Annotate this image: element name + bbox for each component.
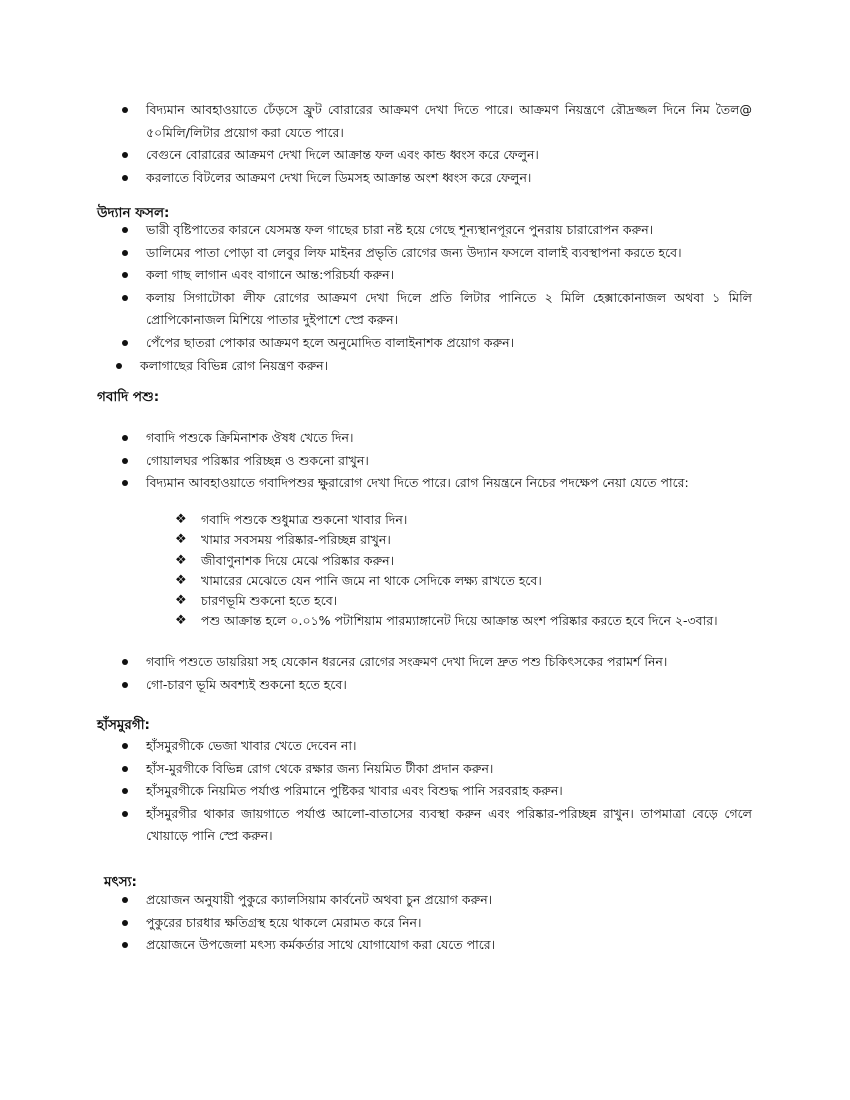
section-title-livestock: গবাদি পশু: [97, 389, 160, 405]
list-item: পুকুরের চারধার ক্ষতিগ্রস্থ হয়ে থাকলে মেরামত করে নিন। [122, 912, 752, 935]
bullet-dot-icon [122, 272, 128, 278]
list-item: ভারী বৃষ্টিপাতের কারনে যেসমস্ত ফল গাছের চারা নষ্ট হয়ে গেছে শূন্যস্থানপূরনে পুনরায় চারারোপন করুন। [122, 219, 752, 242]
list-item: পেঁপের ছাতরা পোকার আক্রমণ হলে অনুমোদিত বালাইনাশক প্রয়োগ করুন। [122, 332, 752, 355]
bullet-dot-icon [122, 458, 128, 464]
list-item: ❖ খামারের মেঝেতে যেন পানি জমে না থাকে সেদিকে লক্ষ্য রাখতে হবে। [175, 571, 755, 591]
diamond-bullet-icon: ❖ [175, 572, 187, 588]
diamond-bullet-icon: ❖ [175, 593, 187, 609]
bullet-dot-icon [122, 250, 128, 256]
bullet-dot-icon [122, 295, 128, 301]
list-item: ডালিমের পাতা পোড়া বা লেবুর লিফ মাইনর প্রভৃতি রোগের জন্য উদ্যান ফসলে বালাই ব্যবস্থাপনা করতে হবে। [122, 242, 752, 265]
list-item: ❖ পশু আক্রান্ত হলে ০.০১% পটাশিয়াম পারম্যাঙ্গানেট দিয়ে আক্রান্ত অংশ পরিষ্কার করতে হবে দিনে ২-৩বার। [175, 611, 755, 631]
horticulture-bullet-list [122, 219, 752, 377]
list-item: ❖ গবাদি পশুকে শুধুমাত্র শুকনো খাবার দিন। [175, 510, 755, 530]
section-title-fisheries: মৎস্য: [104, 874, 137, 890]
bullet-dot-icon [122, 175, 128, 181]
list-item: গবাদি পশুকে ক্রিমিনাশক ঔষধ খেতে দিন। [122, 427, 762, 450]
list-item: বেগুনে বোরারের আক্রমণ দেখা দিলে আক্রান্ত ফল এবং কান্ড ধ্বংস করে ফেলুন। [122, 144, 752, 167]
livestock-bullet-list-after [122, 651, 762, 696]
poultry-bullet-list [122, 735, 752, 848]
diamond-bullet-icon: ❖ [175, 532, 187, 548]
bullet-dot-icon [122, 788, 128, 794]
section-title-poultry: হাঁসমুরগী: [97, 717, 150, 733]
list-item: বিদ্যমান আবহাওয়াতে গবাদিপশুর ক্ষুরারোগ দেখা দিতে পারে। রোগ নিয়ন্ত্রনে নিচের পদক্ষেপ নেয়া যেতে পারে: [122, 472, 762, 495]
bullet-dot-icon [122, 480, 128, 486]
bullet-dot-icon [122, 227, 128, 233]
list-item: হাঁস-মুরগীকে বিভিন্ন রোগ থেকে রক্ষার জন্য নিয়মিত টীকা প্রদান করুন। [122, 758, 752, 781]
list-item: কলায় সিগাটোকা লীফ রোগের আক্রমণ দেখা দিলে প্রতি লিটার পানিতে ২ মিলি হেক্সাকোনাজল অথবা ১ মিলি প্রোপিকোনাজল মিশিয়ে পাতার দুইপাশে স্প্রে করুন। [122, 287, 752, 332]
bullet-dot-icon [122, 766, 128, 772]
list-item: কলাগাছের বিভিন্ন রোগ নিয়ন্ত্রণ করুন। [116, 355, 752, 378]
bullet-dot-icon [122, 942, 128, 948]
list-item: প্রয়োজনে উপজেলা মৎস্য কর্মকর্তার সাথে যোগাযোগ করা যেতে পারে। [122, 934, 752, 957]
bullet-dot-icon [122, 920, 128, 926]
section-title-horticulture: উদ্যান ফসল: [97, 205, 170, 221]
bullet-dot-icon [122, 743, 128, 749]
list-item: করলাতে বিটলের আক্রমণ দেখা দিলে ডিমসহ আক্রান্ত অংশ ধ্বংস করে ফেলুন। [122, 167, 752, 190]
list-item: হাঁসমুরগীকে নিয়মিত পর্যাপ্ত পরিমানে পুষ্টিকর খাবার এবং বিশুদ্ধ পানি সরবরাহ করুন। [122, 780, 752, 803]
bullet-dot-icon [122, 897, 128, 903]
list-item: ❖ জীবাণুনাশক দিয়ে মেঝে পরিষ্কার করুন। [175, 551, 755, 571]
livestock-bullet-list [122, 427, 762, 495]
list-item: প্রয়োজন অনুযায়ী পুকুরে ক্যালসিয়াম কার্বনেট অথবা চুন প্রয়োগ করুন। [122, 889, 752, 912]
diamond-bullet-icon: ❖ [175, 552, 187, 568]
list-item: হাঁসমুরগীর থাকার জায়গাতে পর্যাপ্ত আলো-বাতাসের ব্যবস্থা করুন এবং পরিষ্কার-পরিচ্ছন্ন রাখুন। তাপমাত্রা বেড়ে গেলে খোয়াড়ে পানি স্প্রে করুন। [122, 803, 752, 848]
bullet-dot-icon [122, 682, 128, 688]
list-item: গবাদি পশুতে ডায়রিয়া সহ যেকোন ধরনের রোগের সংক্রমণ দেখা দিলে দ্রুত পশু চিকিৎসকের পরামর্শ নিন। [122, 651, 762, 674]
bullet-dot-icon [122, 107, 128, 113]
bullet-dot-icon [122, 659, 128, 665]
list-item: হাঁসমুরগীকে ভেজা খাবার খেতে দেবেন না। [122, 735, 752, 758]
bullet-dot-icon [122, 152, 128, 158]
fisheries-bullet-list [122, 889, 752, 957]
list-item: কলা গাছ লাগান এবং বাগানে আন্ত:পরিচর্যা করুন। [122, 264, 752, 287]
diamond-bullet-icon: ❖ [175, 613, 187, 629]
list-item: গোয়ালঘর পরিষ্কার পরিচ্ছন্ন ও শুকনো রাখুন। [122, 450, 762, 473]
livestock-sub-bullet-list [175, 510, 755, 632]
bullet-dot-icon [122, 340, 128, 346]
list-item: বিদ্যমান আবহাওয়াতে ঢেঁড়সে ফ্রুট বোরারের আক্রমণ দেখা দিতে পারে। আক্রমণ নিয়ন্ত্রণে রৌদ্রজ্জল দিনে নিম তৈল@ ৫০মিলি/লিটার প্রয়োগ করা যেতে পারে। [122, 99, 752, 144]
bullet-dot-icon [122, 811, 128, 817]
list-item: ❖ চারণভূমি শুকনো হতে হবে। [175, 591, 755, 611]
bullet-dot-icon [122, 435, 128, 441]
list-item: গো-চারণ ভূমি অবশ্যই শুকনো হতে হবে। [122, 674, 762, 697]
intro-bullet-list [122, 99, 752, 189]
bullet-dot-icon [116, 363, 122, 369]
diamond-bullet-icon: ❖ [175, 512, 187, 527]
list-item: ❖ খামার সবসময় পরিষ্কার-পরিচ্ছন্ন রাখুন। [175, 530, 755, 550]
